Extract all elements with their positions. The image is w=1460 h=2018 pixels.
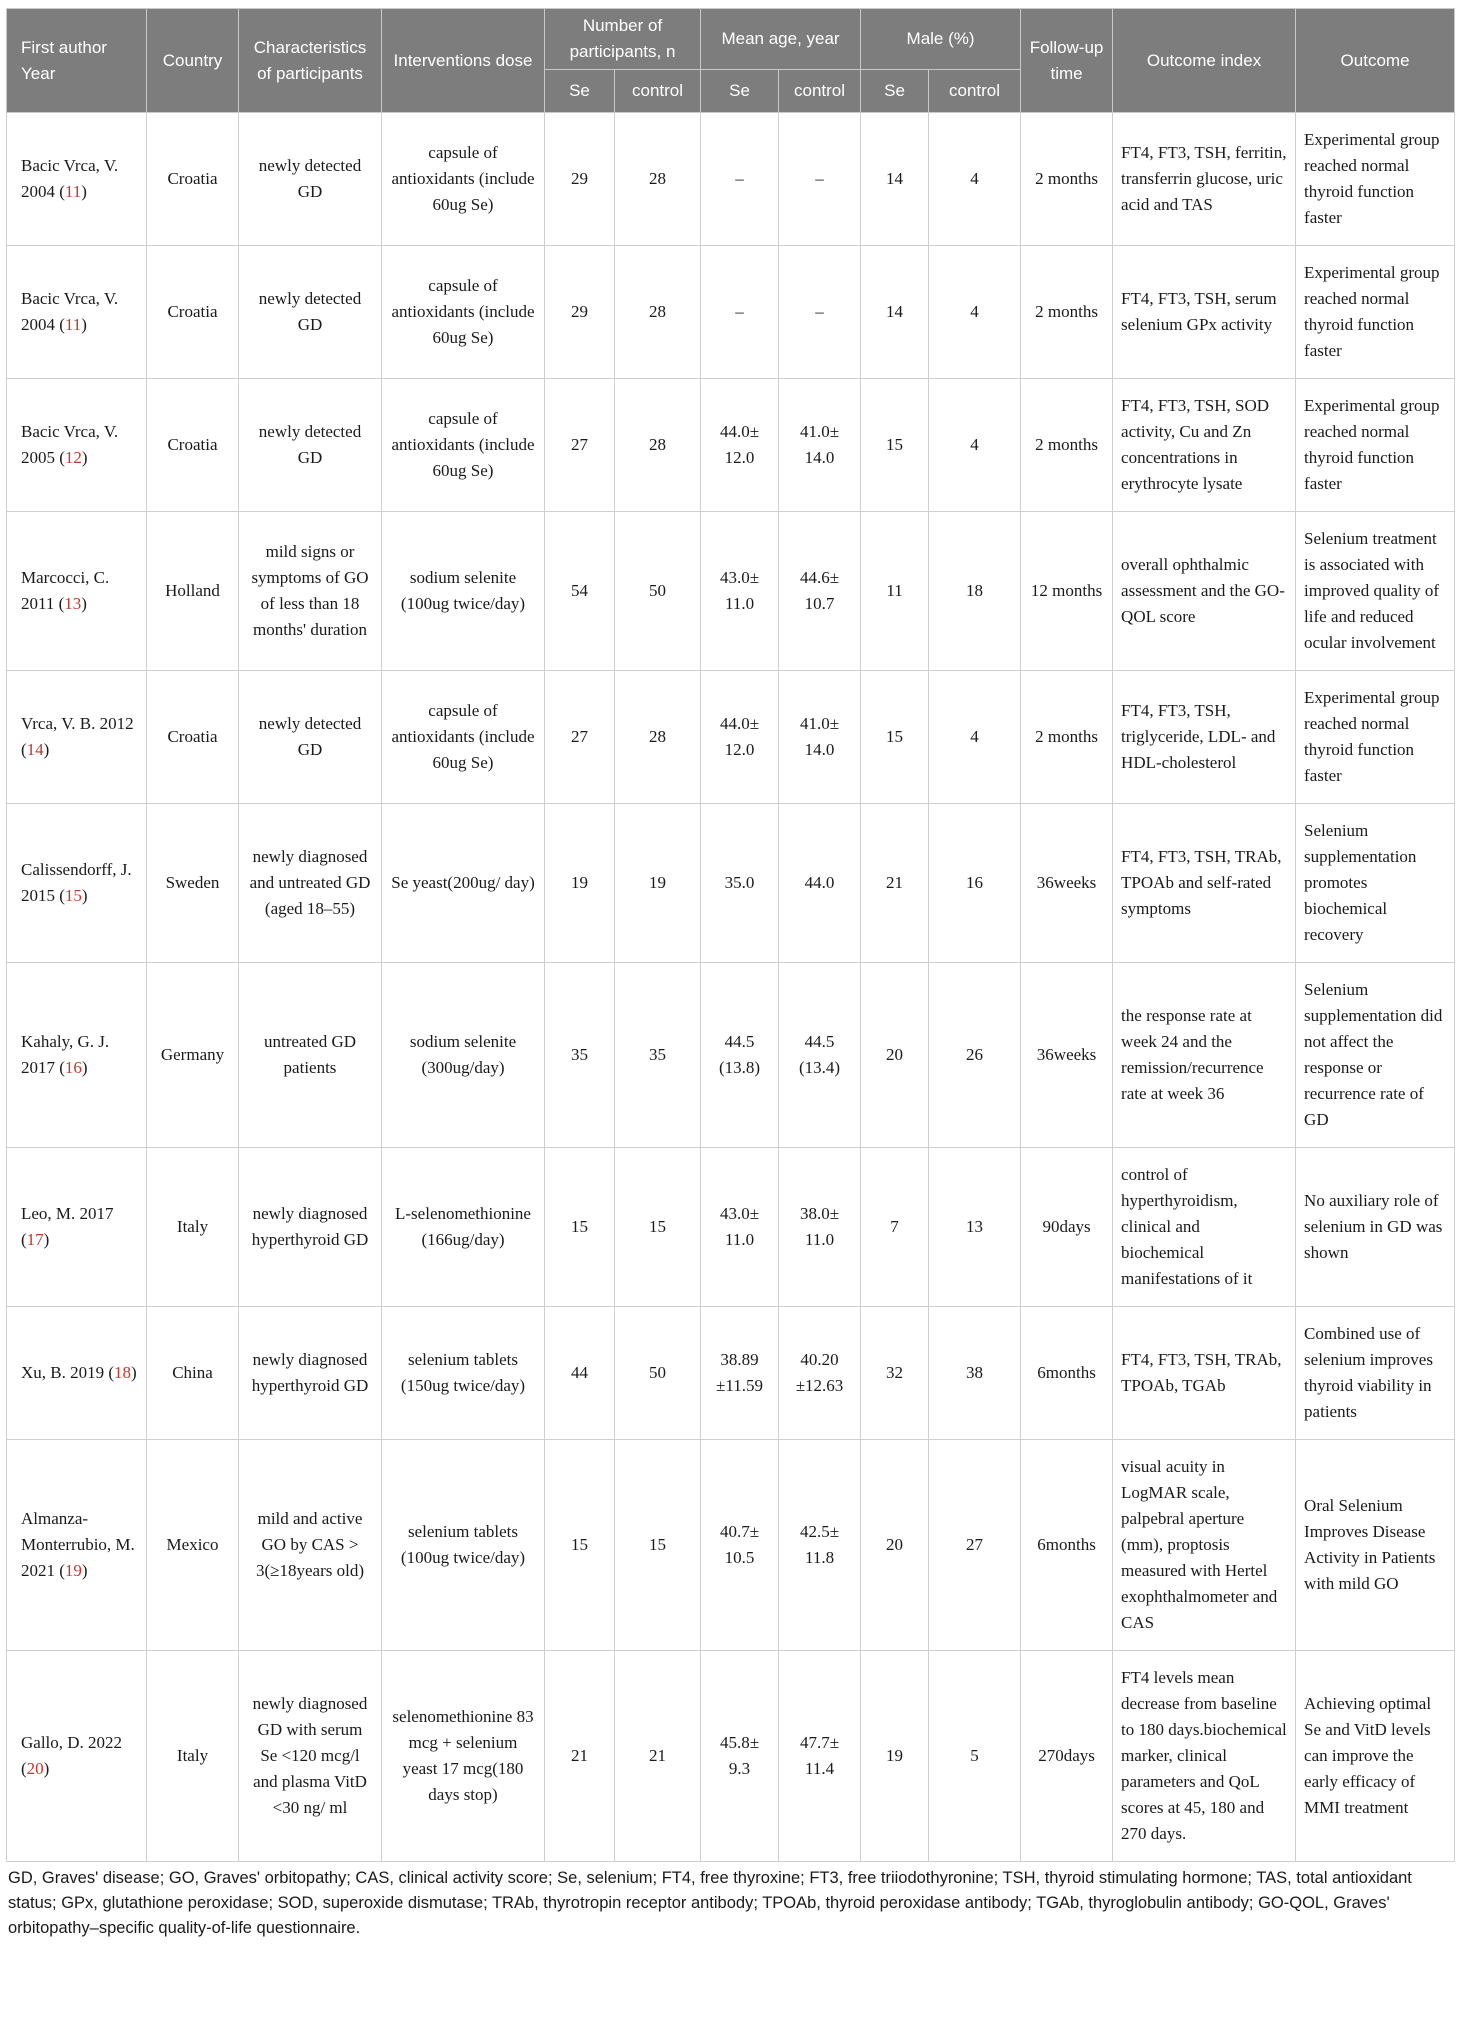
country-cell: Sweden xyxy=(147,804,239,963)
age-se-cell: 35.0 xyxy=(701,804,779,963)
reference-link[interactable]: 11 xyxy=(64,182,82,201)
table-header xyxy=(7,9,1455,113)
country-cell: Croatia xyxy=(147,671,239,804)
intervention-cell: capsule of antioxidants (include 60ug Se) xyxy=(382,246,545,379)
male-control-cell: 18 xyxy=(929,512,1021,671)
age-control-cell: 42.5± 11.8 xyxy=(779,1440,861,1651)
followup-cell: 6months xyxy=(1021,1440,1113,1651)
table-row xyxy=(7,113,1455,246)
age-control-cell: 44.0 xyxy=(779,804,861,963)
outcome-index-cell: FT4, FT3, TSH, serum selenium GPx activity xyxy=(1113,246,1296,379)
characteristics-cell: newly detected GD xyxy=(239,246,382,379)
outcome-index-cell: FT4, FT3, TSH, triglyceride, LDL- and HDL-cholesterol xyxy=(1113,671,1296,804)
intervention-cell: capsule of antioxidants (include 60ug Se) xyxy=(382,671,545,804)
male-se-cell: 15 xyxy=(861,379,929,512)
table-row xyxy=(7,1440,1455,1651)
intervention-cell: capsule of antioxidants (include 60ug Se) xyxy=(382,379,545,512)
outcome-cell: Experimental group reached normal thyroid function faster xyxy=(1296,671,1455,804)
author-cell: Almanza-Monterrubio, M. 2021 (19) xyxy=(7,1440,147,1651)
age-se-cell: – xyxy=(701,113,779,246)
outcome-index-cell: FT4, FT3, TSH, SOD activity, Cu and Zn concentrations in erythrocyte lysate xyxy=(1113,379,1296,512)
n-se-cell: 19 xyxy=(545,804,615,963)
n-se-cell: 21 xyxy=(545,1651,615,1862)
n-se-cell: 35 xyxy=(545,963,615,1148)
male-control-cell: 5 xyxy=(929,1651,1021,1862)
followup-cell: 36weeks xyxy=(1021,963,1113,1148)
male-control-cell: 4 xyxy=(929,113,1021,246)
n-control-cell: 19 xyxy=(615,804,701,963)
characteristics-cell: newly detected GD xyxy=(239,379,382,512)
male-control-cell: 16 xyxy=(929,804,1021,963)
characteristics-cell: newly diagnosed GD with serum Se <120 mcg/l and plasma VitD <30 ng/ ml xyxy=(239,1651,382,1862)
table-row xyxy=(7,379,1455,512)
reference-link[interactable]: 14 xyxy=(26,740,44,759)
age-control-cell: 41.0± 14.0 xyxy=(779,671,861,804)
country-cell: Croatia xyxy=(147,113,239,246)
characteristics-cell: newly detected GD xyxy=(239,113,382,246)
subheader-n-control: control xyxy=(615,70,701,113)
reference-link[interactable]: 20 xyxy=(26,1759,44,1778)
followup-cell: 6months xyxy=(1021,1307,1113,1440)
male-se-cell: 14 xyxy=(861,246,929,379)
author-text: Kahaly, G. J. 2017 xyxy=(21,1032,110,1077)
age-se-cell: – xyxy=(701,246,779,379)
header-characteristics: Characteristics of participants xyxy=(239,9,382,113)
outcome-cell: Selenium supplementation did not affect the response or recurrence rate of GD xyxy=(1296,963,1455,1148)
outcome-index-cell: the response rate at week 24 and the remission/recurrence rate at week 36 xyxy=(1113,963,1296,1148)
age-control-cell: – xyxy=(779,246,861,379)
age-control-cell: 40.20 ±12.63 xyxy=(779,1307,861,1440)
table-body xyxy=(7,113,1455,1862)
outcome-index-cell: FT4, FT3, TSH, TRAb, TPOAb, TGAb xyxy=(1113,1307,1296,1440)
author-text: Almanza-Monterrubio, M. 2021 xyxy=(21,1509,135,1580)
age-control-cell: 38.0± 11.0 xyxy=(779,1148,861,1307)
n-control-cell: 21 xyxy=(615,1651,701,1862)
male-control-cell: 26 xyxy=(929,963,1021,1148)
subheader-age-control: control xyxy=(779,70,861,113)
author-text: Marcocci, C. 2011 xyxy=(21,568,110,613)
characteristics-cell: newly diagnosed hyperthyroid GD xyxy=(239,1148,382,1307)
outcome-index-cell: control of hyperthyroidism, clinical and biochemical manifestations of it xyxy=(1113,1148,1296,1307)
male-control-cell: 4 xyxy=(929,379,1021,512)
country-cell: Italy xyxy=(147,1651,239,1862)
followup-cell: 36weeks xyxy=(1021,804,1113,963)
age-se-cell: 43.0± 11.0 xyxy=(701,1148,779,1307)
male-se-cell: 19 xyxy=(861,1651,929,1862)
age-se-cell: 38.89 ±11.59 xyxy=(701,1307,779,1440)
author-cell: Vrca, V. B. 2012 (14) xyxy=(7,671,147,804)
intervention-cell: selenomethionine 83 mcg + selenium yeast 17 mcg(180 days stop) xyxy=(382,1651,545,1862)
male-control-cell: 27 xyxy=(929,1440,1021,1651)
n-control-cell: 28 xyxy=(615,671,701,804)
age-se-cell: 40.7± 10.5 xyxy=(701,1440,779,1651)
male-se-cell: 14 xyxy=(861,113,929,246)
studies-table xyxy=(6,8,1455,1862)
intervention-cell: sodium selenite (100ug twice/day) xyxy=(382,512,545,671)
n-control-cell: 35 xyxy=(615,963,701,1148)
age-se-cell: 44.0± 12.0 xyxy=(701,671,779,804)
n-se-cell: 27 xyxy=(545,379,615,512)
male-control-cell: 38 xyxy=(929,1307,1021,1440)
author-text: Vrca, V. B. 2012 xyxy=(21,714,134,733)
subheader-n-se: Se xyxy=(545,70,615,113)
n-control-cell: 28 xyxy=(615,113,701,246)
outcome-index-cell: visual acuity in LogMAR scale, palpebral aperture (mm), proptosis measured with Hertel exophthalmometer and CAS xyxy=(1113,1440,1296,1651)
country-cell: China xyxy=(147,1307,239,1440)
characteristics-cell: mild signs or symptoms of GO of less than 18 months' duration xyxy=(239,512,382,671)
n-se-cell: 54 xyxy=(545,512,615,671)
table-row xyxy=(7,671,1455,804)
male-se-cell: 21 xyxy=(861,804,929,963)
age-control-cell: 44.5 (13.4) xyxy=(779,963,861,1148)
followup-cell: 2 months xyxy=(1021,246,1113,379)
author-cell: Calissendorff, J. 2015 (15) xyxy=(7,804,147,963)
header-number-participants: Number of participants, n xyxy=(545,9,701,70)
header-outcome: Outcome xyxy=(1296,9,1455,113)
country-cell: Italy xyxy=(147,1148,239,1307)
outcome-cell: Combined use of selenium improves thyroid viability in patients xyxy=(1296,1307,1455,1440)
author-cell: Gallo, D. 2022 (20) xyxy=(7,1651,147,1862)
n-se-cell: 29 xyxy=(545,113,615,246)
reference-link[interactable]: 18 xyxy=(114,1363,132,1382)
author-cell: Bacic Vrca, V. 2005 (12) xyxy=(7,379,147,512)
intervention-cell: Se yeast(200ug/ day) xyxy=(382,804,545,963)
outcome-index-cell: FT4 levels mean decrease from baseline to 180 days.biochemical marker, clinical parameters and QoL scores at 45, 180 and 270 days. xyxy=(1113,1651,1296,1862)
intervention-cell: L-selenomethionine (166ug/day) xyxy=(382,1148,545,1307)
male-se-cell: 32 xyxy=(861,1307,929,1440)
header-male: Male (%) xyxy=(861,9,1021,70)
author-cell: Bacic Vrca, V. 2004 (11) xyxy=(7,113,147,246)
table-footnote: GD, Graves' disease; GO, Graves' orbitopathy; CAS, clinical activity score; Se, selenium; FT4, free thyroxine; FT3, free triiodothyronine; TSH, thyroid stimulating hormone; TAS, total antioxidant status; GPx, glutathione peroxidase; SOD, superoxide dismutase; TRAb, thyrotropin receptor antibody; TPOAb, thyroid peroxidase antibody; TGAb, thyroglobulin antibody; GO-QOL, Graves' orbitopathy–specific quality-of-life questionnaire. xyxy=(8,1869,1412,1937)
n-se-cell: 15 xyxy=(545,1148,615,1307)
age-control-cell: 44.6± 10.7 xyxy=(779,512,861,671)
male-se-cell: 7 xyxy=(861,1148,929,1307)
male-se-cell: 11 xyxy=(861,512,929,671)
country-cell: Croatia xyxy=(147,246,239,379)
outcome-index-cell: FT4, FT3, TSH, TRAb, TPOAb and self-rated symptoms xyxy=(1113,804,1296,963)
intervention-cell: sodium selenite (300ug/day) xyxy=(382,963,545,1148)
n-se-cell: 15 xyxy=(545,1440,615,1651)
reference-link[interactable]: 16 xyxy=(64,1058,82,1077)
n-control-cell: 50 xyxy=(615,512,701,671)
country-cell: Mexico xyxy=(147,1440,239,1651)
reference-link[interactable]: 17 xyxy=(26,1230,44,1249)
author-text: Bacic Vrca, V. 2004 xyxy=(21,289,119,334)
male-se-cell: 15 xyxy=(861,671,929,804)
intervention-cell: capsule of antioxidants (include 60ug Se) xyxy=(382,113,545,246)
table-row xyxy=(7,1307,1455,1440)
reference-link[interactable]: 19 xyxy=(64,1561,82,1580)
n-control-cell: 28 xyxy=(615,246,701,379)
outcome-cell: Experimental group reached normal thyroid function faster xyxy=(1296,113,1455,246)
n-se-cell: 27 xyxy=(545,671,615,804)
subheader-male-se: Se xyxy=(861,70,929,113)
male-se-cell: 20 xyxy=(861,963,929,1148)
n-control-cell: 28 xyxy=(615,379,701,512)
age-se-cell: 44.0± 12.0 xyxy=(701,379,779,512)
table-row xyxy=(7,512,1455,671)
n-se-cell: 44 xyxy=(545,1307,615,1440)
age-se-cell: 44.5 (13.8) xyxy=(701,963,779,1148)
author-text: Calissendorff, J. 2015 xyxy=(21,860,132,905)
author-text: Bacic Vrca, V. 2005 xyxy=(21,422,119,467)
n-se-cell: 29 xyxy=(545,246,615,379)
author-text: Bacic Vrca, V. 2004 xyxy=(21,156,119,201)
followup-cell: 2 months xyxy=(1021,379,1113,512)
author-cell: Marcocci, C. 2011 (13) xyxy=(7,512,147,671)
followup-cell: 270days xyxy=(1021,1651,1113,1862)
male-control-cell: 13 xyxy=(929,1148,1021,1307)
age-control-cell: 47.7± 11.4 xyxy=(779,1651,861,1862)
table-row xyxy=(7,246,1455,379)
male-control-cell: 4 xyxy=(929,246,1021,379)
outcome-cell: Selenium supplementation promotes biochemical recovery xyxy=(1296,804,1455,963)
followup-cell: 90days xyxy=(1021,1148,1113,1307)
header-first-author-year: First author Year xyxy=(7,9,147,113)
age-se-cell: 43.0± 11.0 xyxy=(701,512,779,671)
followup-cell: 12 months xyxy=(1021,512,1113,671)
table-container xyxy=(6,8,1454,1941)
followup-cell: 2 months xyxy=(1021,113,1113,246)
characteristics-cell: untreated GD patients xyxy=(239,963,382,1148)
country-cell: Croatia xyxy=(147,379,239,512)
reference-link[interactable]: 15 xyxy=(64,886,82,905)
table-row xyxy=(7,804,1455,963)
author-text: Xu, B. 2019 xyxy=(21,1363,105,1382)
outcome-cell: Oral Selenium Improves Disease Activity in Patients with mild GO xyxy=(1296,1440,1455,1651)
author-cell: Xu, B. 2019 (18) xyxy=(7,1307,147,1440)
table-row xyxy=(7,963,1455,1148)
age-se-cell: 45.8± 9.3 xyxy=(701,1651,779,1862)
n-control-cell: 15 xyxy=(615,1148,701,1307)
outcome-cell: Selenium treatment is associated with improved quality of life and reduced ocular involvement xyxy=(1296,512,1455,671)
followup-cell: 2 months xyxy=(1021,671,1113,804)
male-control-cell: 4 xyxy=(929,671,1021,804)
outcome-index-cell: overall ophthalmic assessment and the GO-QOL score xyxy=(1113,512,1296,671)
outcome-cell: Achieving optimal Se and VitD levels can improve the early efficacy of MMI treatment xyxy=(1296,1651,1455,1862)
characteristics-cell: newly diagnosed and untreated GD (aged 18–55) xyxy=(239,804,382,963)
outcome-index-cell: FT4, FT3, TSH, ferritin, transferrin glucose, uric acid and TAS xyxy=(1113,113,1296,246)
header-outcome-index: Outcome index xyxy=(1113,9,1296,113)
intervention-cell: selenium tablets (100ug twice/day) xyxy=(382,1440,545,1651)
header-interventions: Interventions dose xyxy=(382,9,545,113)
author-cell: Bacic Vrca, V. 2004 (11) xyxy=(7,246,147,379)
characteristics-cell: mild and active GO by CAS > 3(≥18years old) xyxy=(239,1440,382,1651)
country-cell: Germany xyxy=(147,963,239,1148)
reference-link[interactable]: 11 xyxy=(64,315,82,334)
country-cell: Holland xyxy=(147,512,239,671)
author-text: Gallo, D. 2022 xyxy=(21,1733,123,1752)
author-cell: Leo, M. 2017 (17) xyxy=(7,1148,147,1307)
reference-link[interactable]: 13 xyxy=(64,594,82,613)
n-control-cell: 50 xyxy=(615,1307,701,1440)
outcome-cell: Experimental group reached normal thyroid function faster xyxy=(1296,379,1455,512)
author-cell: Kahaly, G. J. 2017 (16) xyxy=(7,963,147,1148)
header-mean-age: Mean age, year xyxy=(701,9,861,70)
table-row xyxy=(7,1651,1455,1862)
subheader-age-se: Se xyxy=(701,70,779,113)
table-row xyxy=(7,1148,1455,1307)
header-follow-up: Follow-up time xyxy=(1021,9,1113,113)
characteristics-cell: newly diagnosed hyperthyroid GD xyxy=(239,1307,382,1440)
n-control-cell: 15 xyxy=(615,1440,701,1651)
male-se-cell: 20 xyxy=(861,1440,929,1651)
header-country: Country xyxy=(147,9,239,113)
intervention-cell: selenium tablets (150ug twice/day) xyxy=(382,1307,545,1440)
age-control-cell: 41.0± 14.0 xyxy=(779,379,861,512)
age-control-cell: – xyxy=(779,113,861,246)
outcome-cell: No auxiliary role of selenium in GD was shown xyxy=(1296,1148,1455,1307)
outcome-cell: Experimental group reached normal thyroid function faster xyxy=(1296,246,1455,379)
author-text: Leo, M. 2017 xyxy=(21,1204,114,1223)
characteristics-cell: newly detected GD xyxy=(239,671,382,804)
reference-link[interactable]: 12 xyxy=(64,448,82,467)
subheader-male-control: control xyxy=(929,70,1021,113)
